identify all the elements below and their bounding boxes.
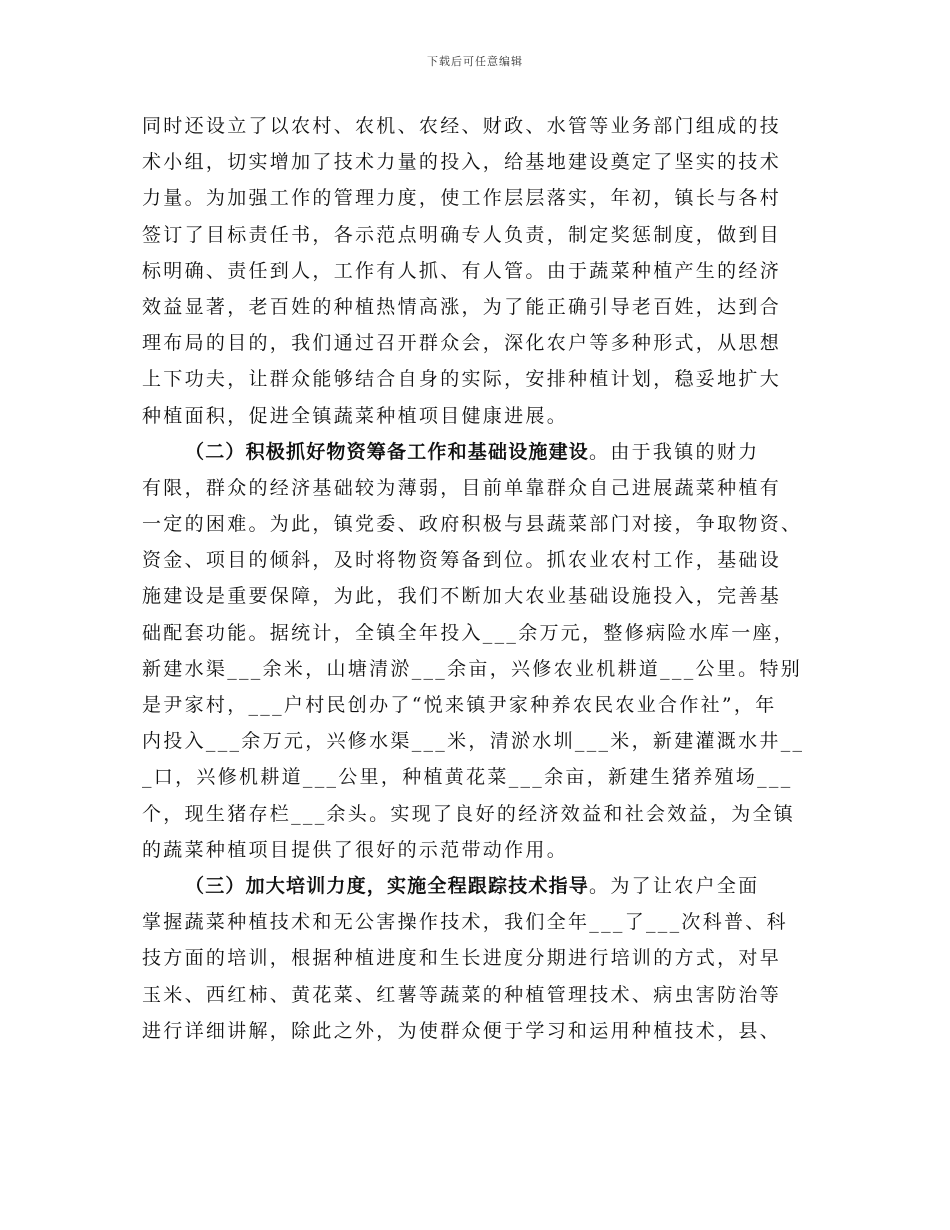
text-line: 种植面积，促进全镇蔬菜种植项目健康进展。	[142, 404, 569, 427]
text-line: 新建水渠___余米，山塘清淤___余亩，兴修农业机耕道___公里。特别	[142, 657, 803, 680]
text-line: 施建设是重要保障，为此，我们不断加大农业基础设施投入，完善基	[142, 585, 782, 608]
text-line: 标明确、责任到人，工作有人抓、有人管。由于蔬菜种植产生的经济	[142, 259, 782, 282]
text-line: 是尹家村，___户村民创办了“悦来镇尹家种养农民农业合作社”，年	[142, 694, 777, 716]
text-line: 内投入___余万元，兴修水渠___米，清淤水圳___米，新建灌溉水井__	[142, 730, 805, 753]
text-line: 资金、项目的倾斜，及时将物资筹备到位。抓农业农村工作，基础设	[142, 549, 782, 572]
text-line: 进行详细讲解，除此之外，为使群众便于学习和运用种植技术，县、	[142, 1019, 782, 1042]
document-body	[142, 108, 827, 1049]
text-line: 上下功夫，让群众能够结合自身的实际，安排种植计划，稳妥地扩大	[142, 368, 782, 391]
text-line: _口，兴修机耕道___公里，种植黄花菜___余亩，新建生猪养殖场___	[142, 766, 793, 789]
text-line: 技方面的培训，根据种植进度和生长进度分期进行培训的方式，对早	[142, 947, 782, 970]
text-line: 术小组，切实增加了技术力量的投入，给基地建设奠定了坚实的技术	[142, 151, 782, 174]
section-heading-line	[142, 868, 827, 904]
text-line: 个，现生猪存栏___余头。实现了良好的经济效益和社会效益，为全镇	[142, 802, 796, 825]
page-header: 下载后可任意编辑	[427, 55, 523, 68]
text-line: 的蔬菜种植项目提供了很好的示范带动作用。	[142, 838, 569, 861]
text-line: 础配套功能。据统计，全镇全年投入___余万元，整修病险水库一座，	[142, 621, 796, 644]
section-heading-continuation: 。为了让农户全面	[589, 874, 760, 897]
text-line: 效益显著，老百姓的种植热情高涨，为了能正确引导老百姓，达到合	[142, 295, 782, 318]
text-line: 同时还设立了以农村、农机、农经、财政、水管等业务部门组成的技	[142, 115, 782, 137]
section-heading: （三）加大培训力度，实施全程跟踪技术指导	[185, 874, 590, 897]
text-line: 力量。为加强工作的管理力度，使工作层层落实，年初，镇长与各村	[142, 187, 782, 210]
text-line: 掌握蔬菜种植技术和无公害操作技术，我们全年___了___次科普、科	[142, 911, 788, 934]
section-heading-line	[142, 434, 827, 470]
text-line: 有限，群众的经济基础较为薄弱，目前单靠群众自己进展蔬菜种植有	[142, 476, 782, 499]
text-line: 签订了目标责任书，各示范点明确专人负责，制定奖惩制度，做到目	[142, 223, 782, 246]
section-heading-continuation: 。由于我镇的财力	[589, 440, 760, 463]
text-line: 理布局的目的，我们通过召开群众会，深化农户等多种形式，从思想	[142, 332, 782, 355]
text-line: 一定的困难。为此，镇党委、政府积极与县蔬菜部门对接，争取物资、	[142, 513, 803, 536]
section-heading: （二）积极抓好物资筹备工作和基础设施建设	[185, 440, 590, 463]
text-line: 玉米、西红柿、黄花菜、红薯等蔬菜的种植管理技术、病虫害防治等	[142, 983, 782, 1006]
